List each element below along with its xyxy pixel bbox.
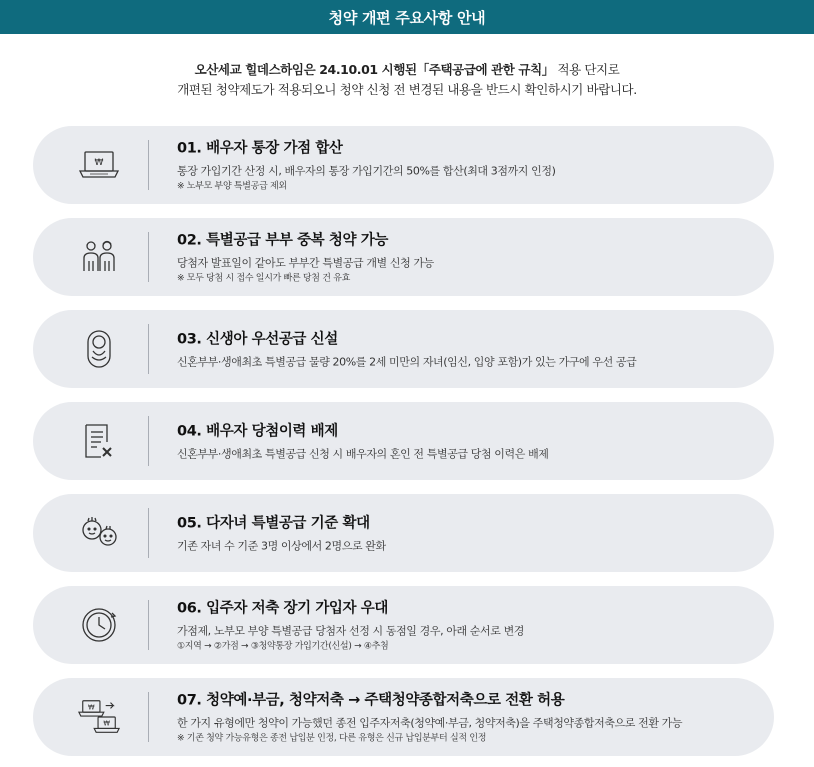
item-title: 05. 다자녀 특별공급 기준 확대	[177, 515, 370, 532]
list-item	[33, 126, 774, 204]
item-title: 03. 신생아 우선공급 신설	[177, 331, 338, 348]
svg-text:₩: ₩	[88, 703, 95, 712]
clock-icon	[77, 603, 121, 647]
item-desc: 신혼부부·생애최초 특별공급 신청 시 배우자의 혼인 전 특별공급 당첨 이력은 배제	[177, 447, 549, 461]
svg-text:₩: ₩	[103, 719, 110, 728]
intro-bold: 오산세교 힐데스하임은 24.10.01 시행된「주택공급에 관한 규칙」	[194, 62, 554, 77]
divider	[148, 140, 149, 190]
laptop-transfer-icon	[77, 695, 121, 739]
item-desc: 가점제, 노부모 부양 특별공급 당첨자 선정 시 동점일 경우, 아래 순서로 변경	[177, 624, 525, 638]
item-title: 06. 입주자 저축 장기 가입자 우대	[177, 600, 389, 617]
item-desc: 한 가지 유형에만 청약이 가능했던 종전 입주자저축(청약예·부금, 청약저축)을 주택청약종합저축으로 전환 가능	[177, 716, 683, 730]
couple-icon	[77, 235, 121, 279]
list-item	[33, 402, 774, 480]
item-desc: 당첨자 발표일이 같아도 부부간 특별공급 개별 신청 가능	[177, 256, 434, 270]
list-item	[33, 218, 774, 296]
item-note: ※ 노부모 부양 특별공급 제외	[177, 181, 287, 192]
list-item	[33, 494, 774, 572]
list-item	[33, 310, 774, 388]
intro-line-1	[0, 60, 814, 80]
item-note: ①지역 → ②가점 → ③청약통장 가입기간(신설) → ④추첨	[177, 641, 389, 652]
item-title: 02. 특별공급 부부 중복 청약 가능	[177, 232, 389, 249]
children-icon	[77, 511, 121, 555]
svg-text:₩: ₩	[94, 158, 104, 168]
item-title: 07. 청약예·부금, 청약저축 → 주택청약종합저축으로 전환 허용	[177, 692, 565, 709]
page-title: 청약 개편 주요사항 안내	[328, 8, 486, 27]
divider	[148, 508, 149, 558]
divider	[148, 692, 149, 742]
intro-line-2: 개편된 청약제도가 적용되오니 청약 신청 전 변경된 내용을 반드시 확인하시기 바랍니다.	[177, 82, 637, 97]
baby-icon	[77, 327, 121, 371]
item-title: 01. 배우자 통장 가점 합산	[177, 140, 343, 157]
item-note: ※ 모두 당첨 시 접수 일시가 빠른 당첨 건 유효	[177, 273, 350, 284]
document-x-icon	[77, 419, 121, 463]
divider	[148, 324, 149, 374]
divider	[148, 600, 149, 650]
divider	[148, 416, 149, 466]
item-desc: 기존 자녀 수 기준 3명 이상에서 2명으로 완화	[177, 539, 386, 553]
item-note: ※ 기존 청약 가능유형은 종전 납입분 인정, 다른 유형은 신규 납입분부터 실적 인정	[177, 733, 487, 744]
item-desc: 신혼부부·생애최초 특별공급 물량 20%를 2세 미만의 자녀(임신, 입양 포함)가 있는 가구에 우선 공급	[177, 355, 637, 369]
list-item	[33, 586, 774, 664]
divider	[148, 232, 149, 282]
item-desc: 통장 가입기간 산정 시, 배우자의 통장 가입기간의 50%를 합산(최대 3점까지 인정)	[177, 164, 556, 178]
intro-rest: 적용 단지로	[553, 62, 620, 77]
page-header	[0, 0, 814, 34]
list-item	[33, 678, 774, 756]
item-title: 04. 배우자 당첨이력 배제	[177, 423, 338, 440]
intro-text	[0, 60, 814, 100]
laptop-won-icon	[77, 143, 121, 187]
